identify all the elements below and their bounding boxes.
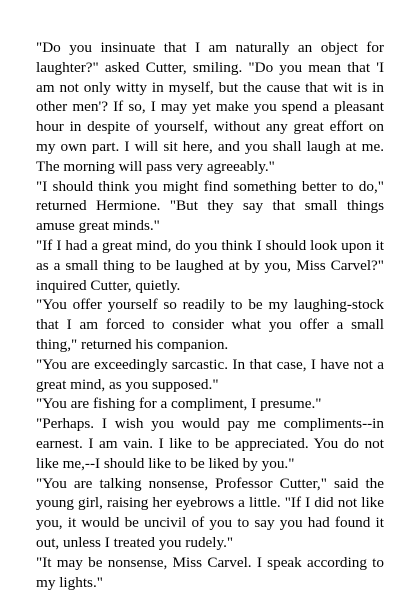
- paragraph: "You are talking nonsense, Professor Cutter," said the young girl, raising her eyebrows a little. "If I did not like you, it would be uncivil of you to say you had found it out, unless I treated you rudely.": [36, 474, 384, 551]
- paragraph: "If I had a great mind, do you think I should look upon it as a small thing to be laughed at by you, Miss Carvel?" inquired Cutter, quietly.: [36, 236, 384, 294]
- paragraph: "I should think you might find something better to do," returned Hermione. "But they say that small things amuse great minds.": [36, 177, 384, 235]
- paragraph: "Do you insinuate that I am naturally an object for laughter?" asked Cutter, smiling. "Do you mean that 'I am not only witty in myself, but the cause that wit is in other men'? If so, I may yet make you spend a pleasant hour in despite of yourself, without any great effort on my own part. I will sit here, and you shall laugh at me. The morning will pass very agreeably.": [36, 39, 384, 175]
- page-text: [36, 38, 384, 592]
- paragraph: "Perhaps. I wish you would pay me compliments--in earnest. I am vain. I like to be appreciated. You do not like me,--I should like to be liked by you.": [36, 415, 384, 472]
- paragraph: "You are fishing for a compliment, I presume.": [36, 395, 322, 413]
- paragraph: "It may be nonsense, Miss Carvel. I speak according to my lights.": [36, 553, 384, 591]
- paragraph: "You are exceedingly sarcastic. In that case, I have not a great mind, as you supposed.": [36, 355, 384, 393]
- paragraph: "You offer yourself so readily to be my laughing-stock that I am forced to consider what you offer a small thing," returned his companion.: [36, 296, 384, 353]
